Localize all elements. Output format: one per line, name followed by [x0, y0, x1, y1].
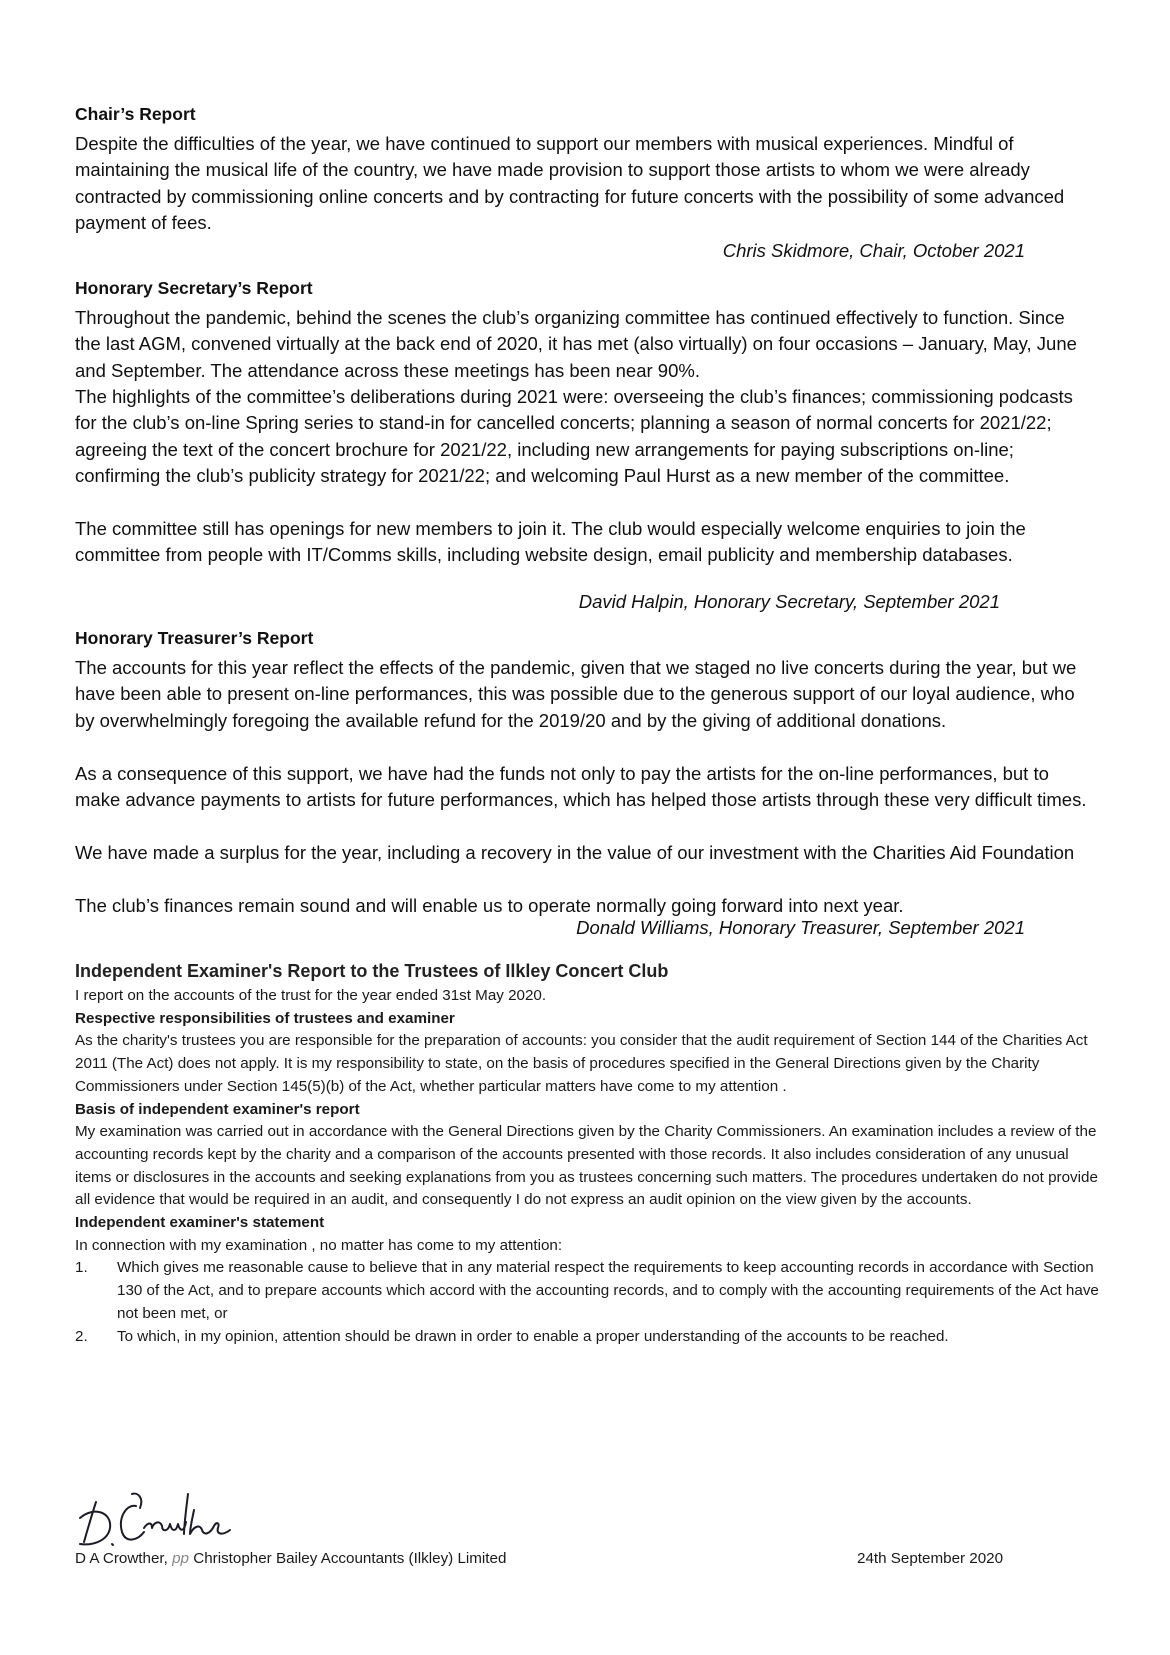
statement-item-text: To which, in my opinion, attention should be drawn in order to enable a proper understanding of the accounts to be reached.	[117, 1327, 949, 1345]
statement-item	[75, 1257, 1105, 1325]
chair-report-signoff: Chris Skidmore, Chair, October 2021	[722, 240, 1025, 261]
examiner-report-intro: I report on the accounts of the trust for the year ended 31st May 2020.	[75, 987, 547, 1004]
secretary-report-para-1: Throughout the pandemic, behind the scenes the club’s organizing committee has continued effectively to function. Since the last AGM, convened virtually at the back end of 2020, it has met (also virtually) on four occasions – January, May, June and September. The attendance across these meetings has been near 90%.	[75, 307, 1077, 381]
secretary-report-signoff: David Halpin, Honorary Secretary, September 2021	[578, 591, 1000, 612]
basis-heading: Basis of independent examiner's report	[75, 1100, 360, 1118]
statement-item-text: Which gives me reasonable cause to believe that in any material respect the requirements to keep accounting records in accordance with Section 130 of the Act, and to prepare accounts which accord with the accounting records, and to comply with the accounting requirements of the Act have not been met, or	[117, 1259, 1099, 1322]
signatory-pp: pp	[172, 1550, 189, 1567]
statement-heading: Independent examiner's statement	[75, 1214, 325, 1232]
statement-item-number: 1.	[75, 1259, 88, 1277]
secretary-report-heading: Honorary Secretary’s Report	[75, 278, 313, 298]
responsibilities-heading: Respective responsibilities of trustees and examiner	[75, 1009, 455, 1027]
chair-report-heading: Chair’s Report	[75, 104, 196, 124]
signatory-line	[75, 1550, 506, 1567]
responsibilities-body: As the charity's trustees you are responsible for the preparation of accounts: you consider that the audit requirement of Section 144 of the Charities Act 2011 (The Act) does not apply. It is my responsibility to state, on the basis of procedures specified in the General Directions given by the Charity Commissioners under Section 145(5)(b) of the Act, whether particular matters have come to my attention .	[75, 1032, 1088, 1095]
treasurer-report-para-2: As a consequence of this support, we have had the funds not only to pay the artists for the on-line performances, but to make advance payments to artists for future performances, which has helped those artists through these very difficult times.	[75, 763, 1087, 811]
signatory-firm: Christopher Bailey Accountants (Ilkley) Limited	[193, 1550, 507, 1567]
signatory-name: D A Crowther,	[75, 1550, 168, 1567]
treasurer-report-para-3: We have made a surplus for the year, including a recovery in the value of our investment with the Charities Aid Foundation	[75, 842, 1075, 863]
treasurer-report-heading: Honorary Treasurer’s Report	[75, 628, 314, 648]
basis-body: My examination was carried out in accordance with the General Directions given by the Charity Commissioners. An examination includes a review of the accounting records kept by the charity and a comparison of the accounts presented with those records. It also includes consideration of any unusual items or disclosures in the accounts and seeking explanations from you as trustees concerning such matters. The procedures undertaken do not provide all evidence that would be required in an audit, and consequently I do not express an audit opinion on the view given by the accounts.	[75, 1123, 1098, 1209]
secretary-report-para-3: The committee still has openings for new members to join it. The club would especially welcome enquiries to join the committee from people with IT/Comms skills, including website design, email publicity and membership databases.	[75, 518, 1026, 566]
treasurer-report-para-4: The club’s finances remain sound and will enable us to operate normally going forward into next year.	[75, 895, 904, 916]
handwritten-signature	[74, 1488, 234, 1554]
examiner-report-title: Independent Examiner's Report to the Trustees of Ilkley Concert Club	[75, 961, 669, 981]
statement-item	[75, 1326, 1105, 1349]
examiner-report-block	[75, 985, 1105, 1348]
treasurer-report-signoff: Donald Williams, Honorary Treasurer, September 2021	[576, 917, 1025, 938]
secretary-report-para-2: The highlights of the committee’s deliberations during 2021 were: overseeing the club’s finances; commissioning podcasts for the club’s on-line Spring series to stand-in for cancelled concerts; planning a season of normal concerts for 2021/22; agreeing the text of the concert brochure for 2021/22, including new arrangements for paying subscriptions on-line; confirming the club’s publicity strategy for 2021/22; and welcoming Paul Hurst as a new member of the committee.	[75, 386, 1073, 487]
treasurer-report-para-1: The accounts for this year reflect the effects of the pandemic, given that we staged no live concerts during the year, but we have been able to present on-line performances, this was possible due to the generous support of our loyal audience, who by overwhelmingly foregoing the available refund for the 2019/20 and by the giving of additional donations.	[75, 657, 1077, 731]
signature-date: 24th September 2020	[857, 1550, 1004, 1567]
chair-report-body: Despite the difficulties of the year, we have continued to support our members with musical experiences. Mindful of maintaining the musical life of the country, we have made provision to support those artists to whom we were already contracted by commissioning online concerts and by contracting for future concerts with the possibility of some advanced payment of fees.	[75, 133, 1065, 234]
statement-item-number: 2.	[75, 1327, 88, 1345]
statement-intro: In connection with my examination , no matter has come to my attention:	[75, 1236, 563, 1254]
